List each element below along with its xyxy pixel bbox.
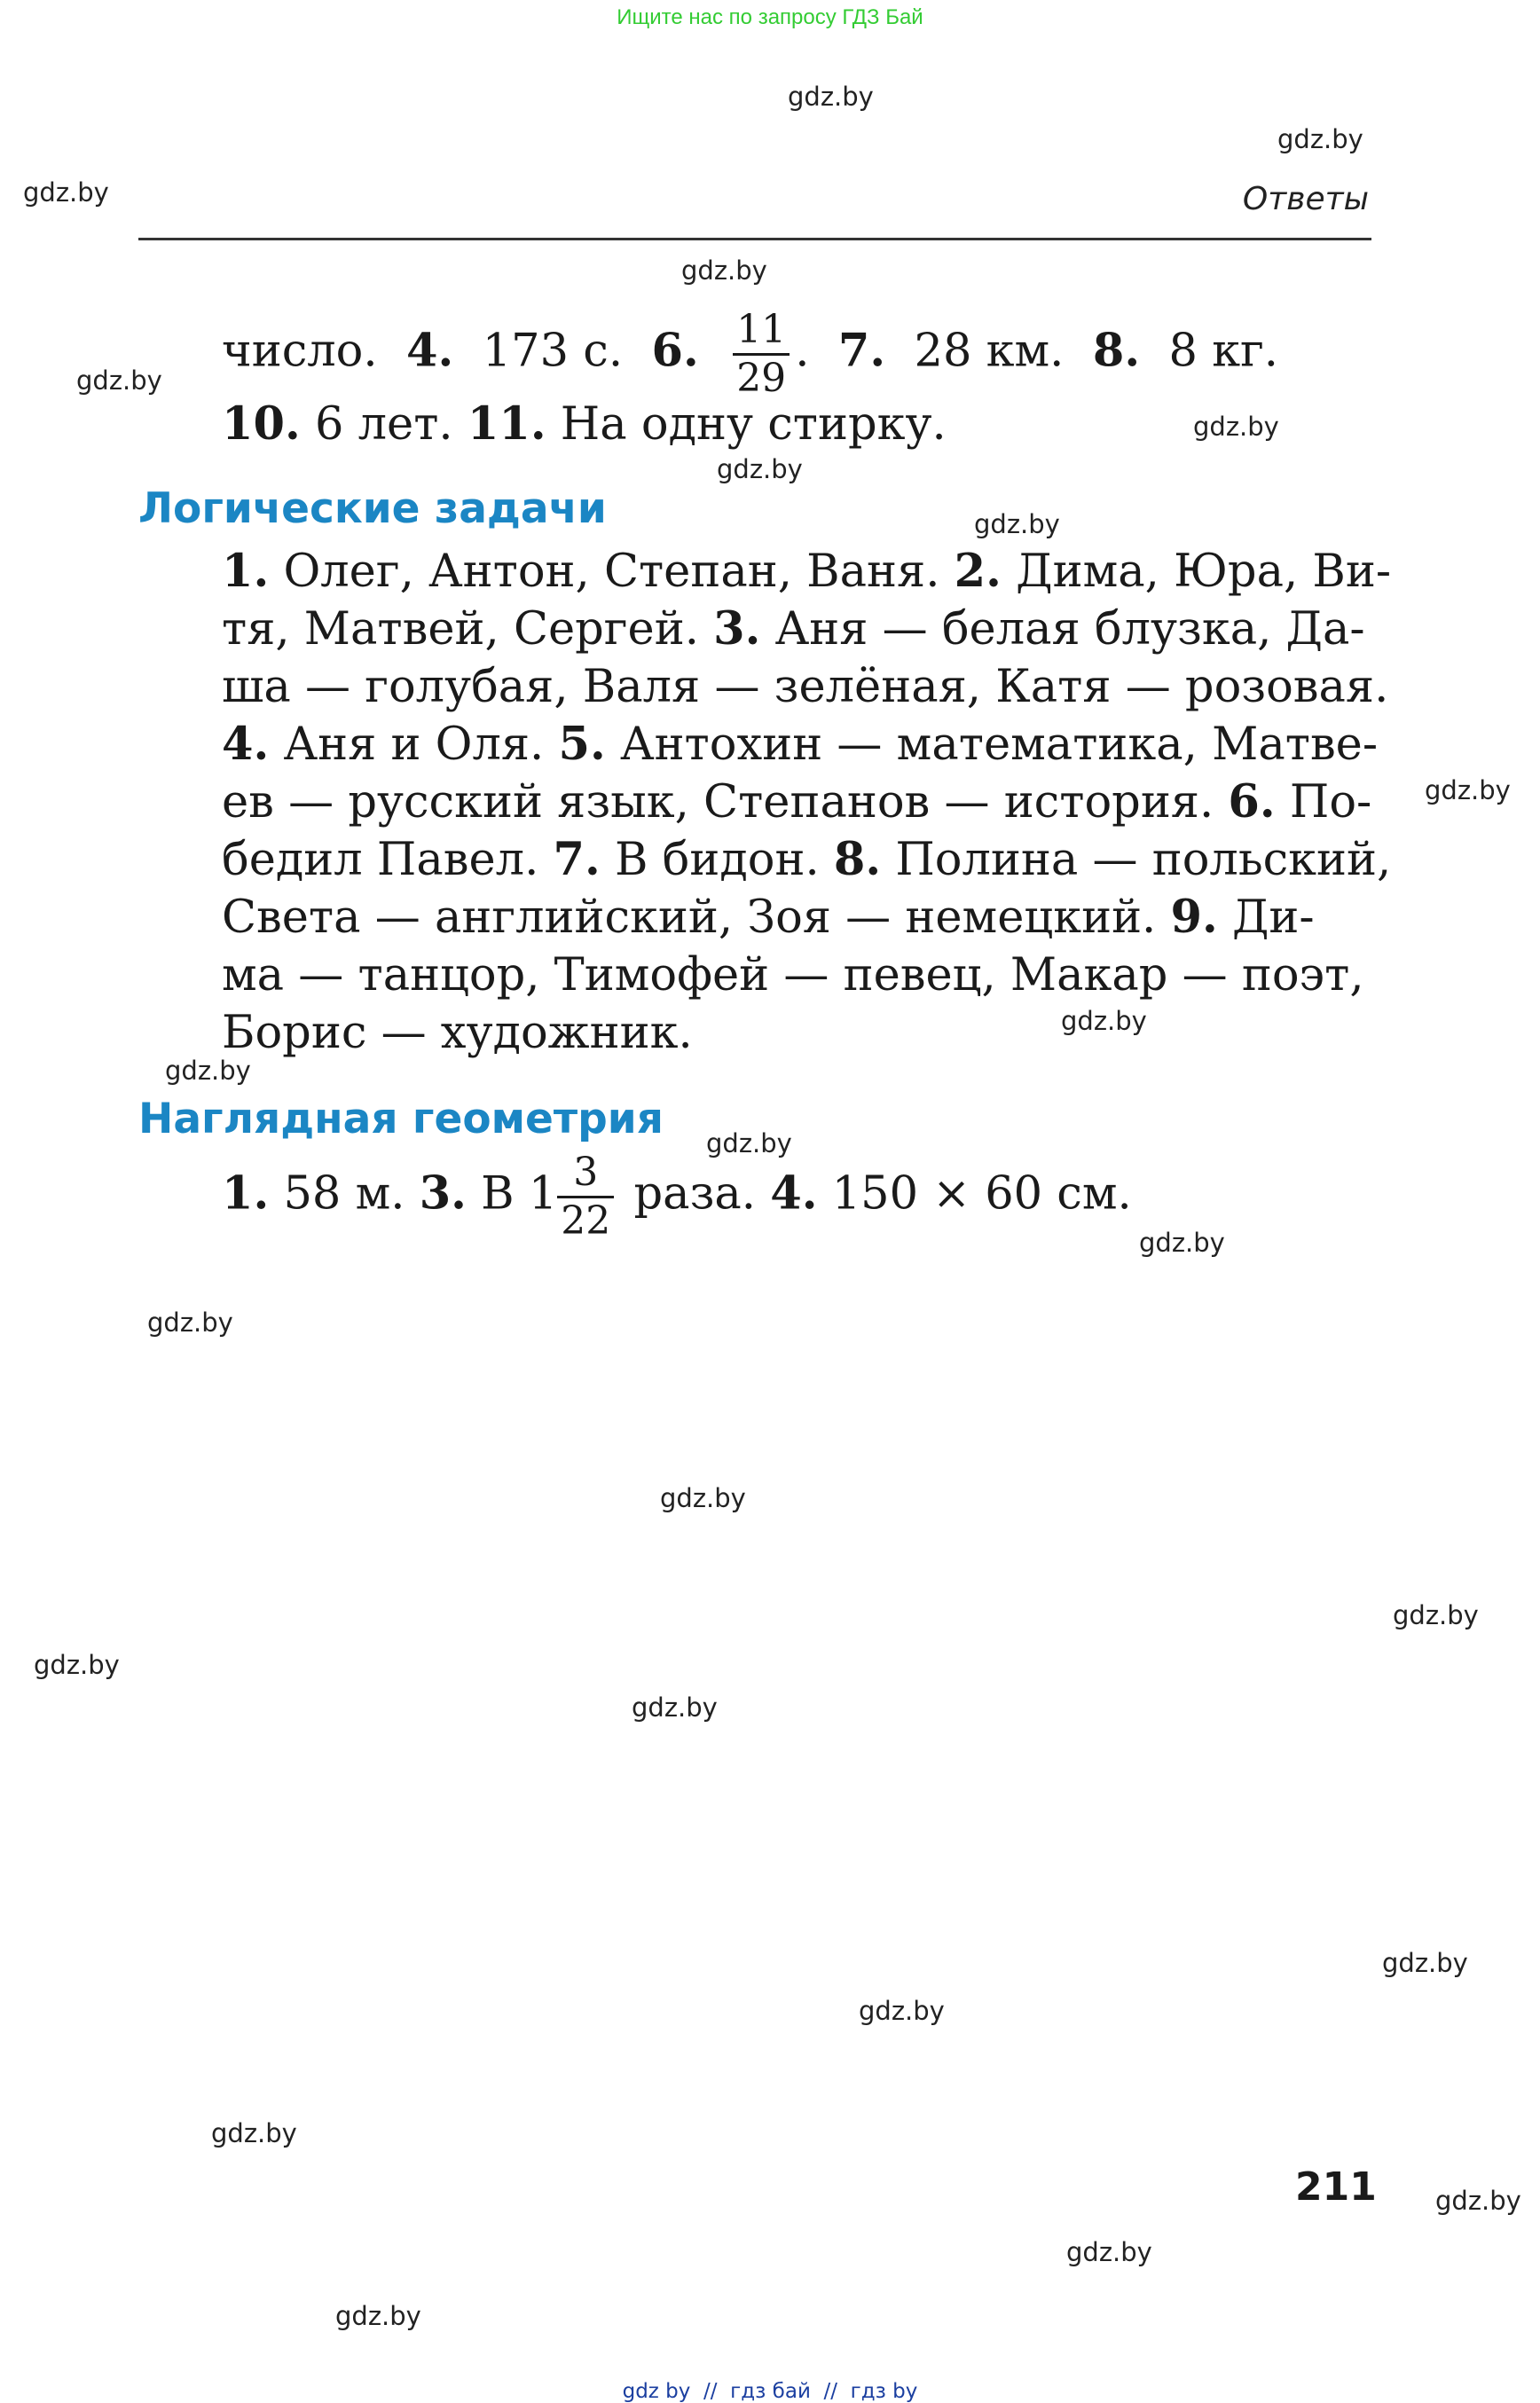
watermark: gdz.by — [1425, 775, 1511, 805]
footer-link-gdz-by-cyr[interactable]: гдз by — [850, 2380, 918, 2403]
footer-link-gdz-bai[interactable]: гдз бай — [730, 2380, 811, 2403]
watermark: gdz.by — [211, 2118, 297, 2148]
footer-link-gdz-by[interactable]: gdz by — [622, 2380, 691, 2403]
logic-answer-line: ша — голубая, Валя — зелёная, Катя — розовая. — [222, 661, 1389, 713]
watermark: gdz.by — [335, 2301, 421, 2331]
watermark: gdz.by — [1277, 124, 1363, 154]
watermark: gdz.by — [859, 1996, 945, 2026]
header-rule — [138, 238, 1371, 240]
watermark: gdz.by — [165, 1056, 251, 1086]
watermark: gdz.by — [147, 1308, 233, 1338]
watermark: gdz.by — [974, 509, 1060, 539]
watermark: gdz.by — [706, 1128, 792, 1158]
section-heading-geometry: Наглядная геометрия — [138, 1095, 664, 1143]
watermark: gdz.by — [632, 1692, 718, 1723]
watermark: gdz.by — [1061, 1006, 1147, 1036]
watermark: gdz.by — [660, 1483, 746, 1513]
section-heading-logic: Логические задачи — [138, 484, 607, 533]
page-number: 211 — [1295, 2164, 1377, 2210]
watermark: gdz.by — [23, 177, 109, 208]
watermark: gdz.by — [681, 255, 767, 286]
watermark: gdz.by — [1393, 1600, 1479, 1630]
logic-answer-line: Борис — художник. — [222, 1007, 693, 1059]
fraction: $\frac{3}{22}$ — [557, 1153, 614, 1241]
answers-line-2: 10. 6 лет. 11. На одну стирку. — [222, 397, 947, 451]
logic-answer-line: Света — английский, Зоя — немецкий. 9. Ди- — [222, 891, 1315, 944]
running-head: Ответы — [1242, 181, 1369, 217]
watermark: gdz.by — [1139, 1228, 1225, 1258]
watermark: gdz.by — [1435, 2186, 1521, 2216]
watermark: gdz.by — [717, 454, 803, 484]
watermark: gdz.by — [34, 1650, 120, 1680]
search-hint-banner: Ищите нас по запросу ГДЗ Бай — [617, 5, 923, 29]
logic-answer-line: ма — танцор, Тимофей — певец, Макар — поэт, — [222, 949, 1364, 1001]
watermark: gdz.by — [76, 365, 162, 396]
watermark: gdz.by — [1066, 2237, 1152, 2267]
logic-answer-line: 4. Аня и Оля. 5. Антохин — математика, Матве- — [222, 718, 1379, 771]
logic-answer-line: тя, Матвей, Сергей. 3. Аня — белая блузка, Да- — [222, 602, 1365, 656]
logic-answers — [222, 543, 1391, 1062]
geometry-answers: 1. 58 м. 3. В 1 $\frac{3}{22}$ раза. 4. 150 × 60 см. — [222, 1150, 1132, 1244]
logic-answer-line: бедил Павел. 7. В бидон. 8. Полина — польский, — [222, 833, 1392, 886]
answers-line-1: число. 4. 173 с. 6. $\frac{11}{29}$ . 7. 28 км. 8. 8 кг. — [222, 307, 1278, 401]
watermark: gdz.by — [788, 82, 874, 112]
fraction: $\frac{11}{29}$ — [733, 310, 790, 398]
logic-answer-line: 1. Олег, Антон, Степан, Ваня. 2. Дима, Юра, Ви- — [222, 545, 1392, 598]
watermark: gdz.by — [1193, 412, 1279, 442]
logic-answer-line: ев — русский язык, Степанов — история. 6. По- — [222, 775, 1372, 828]
watermark: gdz.by — [1382, 1948, 1468, 1978]
footer-links: gdz by // гдз бай // гдз by — [622, 2380, 918, 2403]
